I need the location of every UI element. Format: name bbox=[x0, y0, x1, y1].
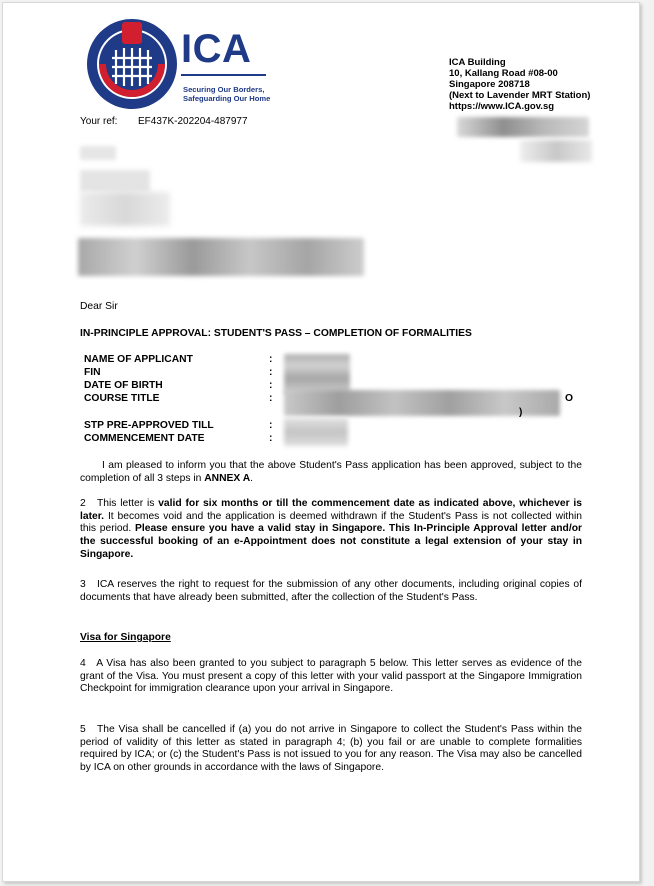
reference-line bbox=[80, 116, 248, 127]
field-label-fin: FIN bbox=[84, 367, 101, 378]
ica-tagline: Securing Our Borders, Safeguarding Our Home bbox=[183, 85, 271, 103]
paragraph-2: 2 This letter is valid for six months or till the commencement date as indicated above, whichever is later. It becomes void and the application is deemed withdrawn if the Student's Pass is not collected within this period. Please ensure you have a valid stay in Singapore. This In-Principle Approval letter and/or the successful booking of an e-Appointment does not constitute a legal extension of your stay in Singapore. bbox=[80, 498, 582, 560]
address-line: (Next to Lavender MRT Station) bbox=[449, 90, 591, 101]
paragraph-3: 3 ICA reserves the right to request for the submission of any other documents, including original copies of documents that have already been submitted, after the collection of the Student's Pass. bbox=[80, 579, 582, 603]
course-title-tail-2: ) bbox=[519, 407, 523, 418]
course-title-tail: O bbox=[565, 393, 574, 404]
field-colon: : bbox=[269, 380, 273, 391]
redacted-recipient-address-3 bbox=[78, 238, 364, 276]
logo-divider bbox=[181, 74, 266, 76]
paragraph-4: 4 A Visa has also been granted to you subject to paragraph 5 below. This letter serves as evidence of the grant of the Visa. You must present a copy of this letter with your valid passport at the Singapore Immigration Checkpoint for immigration clearance upon your arrival in Singapore. bbox=[80, 658, 582, 695]
field-colon: : bbox=[269, 354, 273, 365]
redacted-recipient-address-1 bbox=[80, 170, 150, 192]
redacted-recipient-address-2 bbox=[80, 192, 170, 226]
field-colon: : bbox=[269, 433, 273, 444]
field-label-stp: STP PRE-APPROVED TILL bbox=[84, 420, 214, 431]
address-line: ICA Building bbox=[449, 57, 506, 68]
address-line: 10, Kallang Road #08-00 bbox=[449, 68, 558, 79]
redacted-dates bbox=[284, 418, 348, 446]
redacted-date bbox=[457, 117, 589, 137]
section-title-visa: Visa for Singapore bbox=[80, 632, 171, 643]
field-label-name: NAME OF APPLICANT bbox=[84, 354, 193, 365]
redacted-date-2 bbox=[520, 140, 592, 162]
redacted-applicant-details bbox=[284, 354, 350, 394]
reference-label: Your ref: bbox=[80, 116, 118, 127]
field-colon: : bbox=[269, 367, 273, 378]
field-colon: : bbox=[269, 420, 273, 431]
reference-number: EF437K-202204-487977 bbox=[138, 116, 248, 127]
salutation: Dear Sir bbox=[80, 301, 118, 312]
field-colon: : bbox=[269, 393, 273, 404]
letter-subject: IN-PRINCIPLE APPROVAL: STUDENT'S PASS – COMPLETION OF FORMALITIES bbox=[80, 328, 472, 339]
paragraph-5: 5 The Visa shall be cancelled if (a) you do not arrive in Singapore to collect the Student's Pass within the period of validity of this letter as stated in paragraph 4; (b) you fail or are unable to complete formalities required by ICA; or (c) the Student's Pass is not issued to you for any reason. The Visa may also be cancelled by ICA on other grounds in accordance with the laws of Singapore. bbox=[80, 724, 582, 774]
field-label-course: COURSE TITLE bbox=[84, 393, 160, 404]
address-line: Singapore 208718 bbox=[449, 79, 530, 90]
field-label-dob: DATE OF BIRTH bbox=[84, 380, 163, 391]
ica-emblem-logo bbox=[86, 18, 178, 110]
address-line: https://www.ICA.gov.sg bbox=[449, 101, 555, 112]
ica-wordmark: ICA bbox=[181, 27, 252, 71]
paragraph-1: I am pleased to inform you that the above Student's Pass application has been approved, subject to the completion of all 3 steps in ANNEX A. bbox=[80, 460, 582, 484]
sender-address bbox=[449, 57, 590, 112]
field-label-commencement: COMMENCEMENT DATE bbox=[84, 433, 205, 444]
redacted-recipient-name bbox=[80, 146, 116, 160]
